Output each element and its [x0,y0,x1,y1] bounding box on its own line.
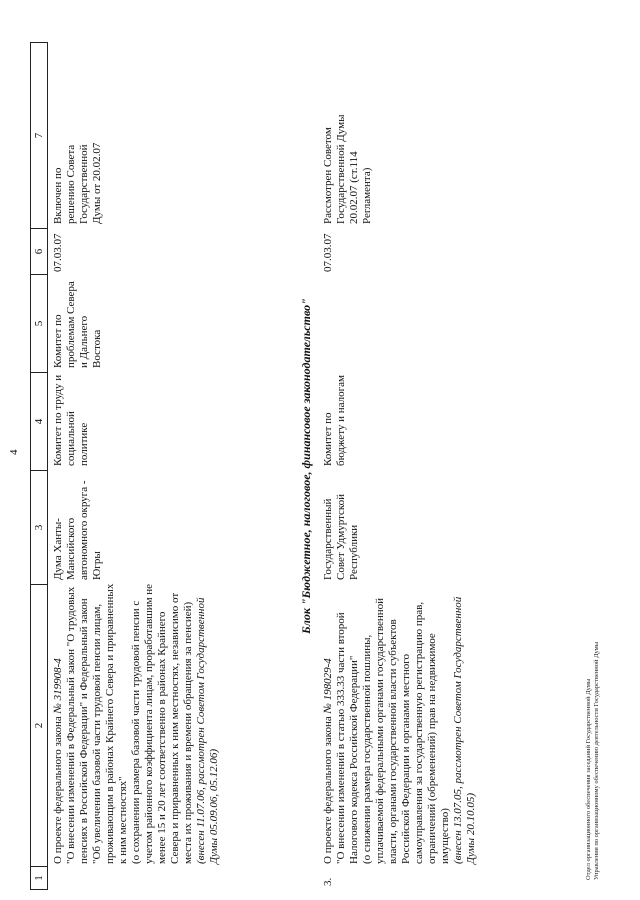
bill-description [322,582,478,864]
block-title: Блок "Бюджетное, налоговое, финансовое законодательство" [299,298,313,634]
date: 07.03.07 [52,233,64,272]
bill-body: "О внесении изменений в Федеральный закон "О трудовых пенсиях в Российской Федерации" и Федеральный закон "Об увеличении базовой части трудовой пенсии лицам, проживающим в районах Крайнего Севера и приравненных к ним местностях" (о сохранении размера базовой части трудовой пенсии с учетом районного коэффициента лицам, проработавшим не менее 15 и 20 лет соответственно в районах Крайнего Севера и приравненных к ним местностях, независимо от места их проживания и времени обращения за пенсией) [65,583,194,864]
table-header [30,42,48,890]
co-committee: Комитет по проблемам Севера и Дальнего Востока [52,281,103,368]
header-col-7: 7 [31,42,47,228]
bill-note: (внесен 13.07.05, рассмотрен Советом Государственной Думы 20.10.05) [452,596,477,864]
header-col-3: 3 [31,470,47,584]
date: 07.03.07 [322,233,334,272]
page-footer [585,642,601,880]
footer-line-2: Управления по организационному обеспечению деятельности Государственной Думы [593,641,600,880]
header-col-2: 2 [31,584,47,866]
header-col-4: 4 [31,372,47,470]
header-col-1: 1 [31,866,47,890]
responsible-committee: Комитет по бюджету и налогам [322,375,347,466]
bill-number: № 319908-4 [52,658,64,714]
initiator: Дума Ханты-Мансийского автономного округа - Югры [52,480,103,580]
bill-number: № 198029-4 [322,658,334,714]
bill-title-prefix: О проекте федерального закона [322,713,334,864]
bill-title-prefix: О проекте федерального закона [52,713,64,864]
status: Включен по решению Совета Государственной Думы от 20.02.07 [52,142,103,224]
responsible-committee: Комитет по труду и социальной политике [52,374,90,466]
page-number: 4 [8,449,20,455]
row-number: 3. [322,877,334,886]
status: Рассмотрен Советом Государственной Думы 20.02.07 (ст.114 Регламента) [322,114,373,224]
initiator: Государственный Совет Удмуртской Республики [322,493,360,580]
footer-line-1: Отдел организационного обеспечения заседаний Государственной Думы [585,678,592,880]
header-col-5: 5 [31,274,47,372]
bill-description [52,582,221,864]
bill-note: (внесен 11.07.06, рассмотрен Советом Государственной Думы 05.09.06, 05.12.06) [195,597,220,864]
bill-body: "О внесении изменений в статью 333.33 части второй Налогового кодекса Российской Федерации" (о снижении размера государственной пошлины, уплачиваемой федеральными органами государственной власти, органами государственной власти субъектов Российской Федерации и органами местного самоуправления за государственную регистрацию прав, ограничений (обременений) прав на недвижимое имущество) [335,597,451,864]
header-col-6: 6 [31,228,47,274]
